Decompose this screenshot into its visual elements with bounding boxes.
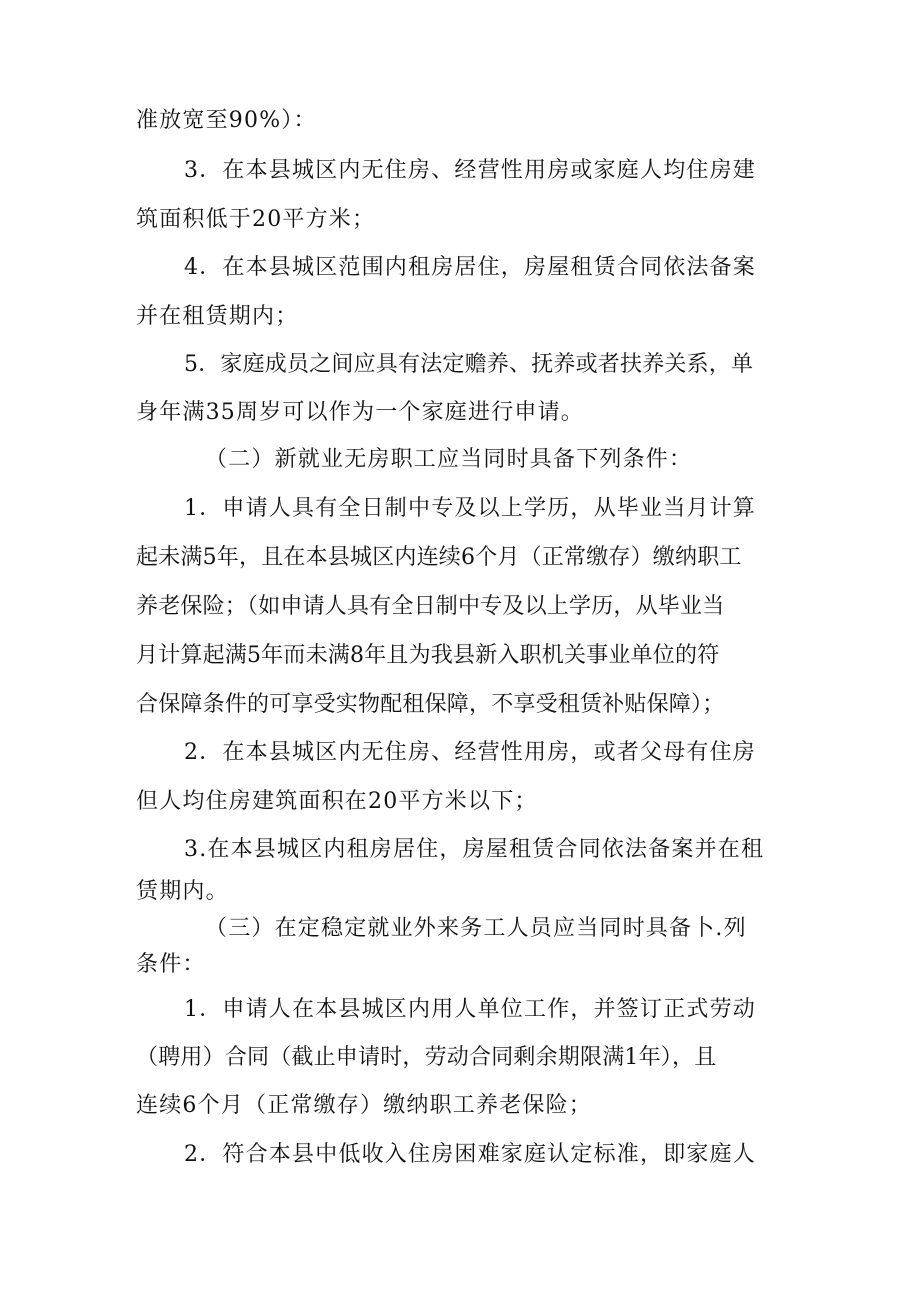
section-heading: （三）在定稳定就业外来务工人员应当同时具备卜.列 — [205, 916, 747, 941]
text-line: 月计算起满5年而未满8年且为我县新入职机关事业单位的符 — [136, 643, 720, 668]
text-line: 4．在本县城区范围内租房居住，房屋租赁合同依法备案 — [184, 255, 756, 280]
text-line: 筑面积低于20平方米； — [136, 207, 376, 232]
section-heading: 条件： — [136, 952, 206, 977]
text-line: 3．在本县城区内无住房、经营性用房或家庭人均住房建 — [184, 158, 756, 183]
text-line: 2．在本县城区内无住房、经营性用房，或者父母有住房 — [184, 740, 756, 765]
section-heading: （二）新就业无房职工应当同时具备下列条件： — [205, 447, 693, 472]
text-line: 并在租赁期内； — [136, 304, 299, 329]
text-line: 准放宽至90%）： — [136, 108, 317, 133]
text-line: 但人均住房建筑面积在20平方米以下； — [136, 789, 538, 814]
text-line: （聘用）合同（截止申请时，劳动合同剩余期限满1年），且 — [136, 1045, 717, 1070]
text-line: 身年满35周岁可以作为一个家庭进行申请。 — [136, 400, 584, 425]
text-line: 1．申请人具有全日制中专及以上学历，从毕业当月计算 — [184, 496, 756, 521]
text-line: 3.在本县城区内租房居住，房屋租赁合同依法备案并在租 — [184, 837, 765, 862]
text-line: 1．申请人在本县城区内用人单位工作，并签订正式劳动 — [184, 997, 756, 1022]
text-line: 赁期内。 — [136, 879, 229, 904]
text-line: 5．家庭成员之间应具有法定赡养、抚养或者扶养关系，单 — [184, 352, 754, 377]
text-line: 起未满5年，且在本县城区内连续6个月（正常缴存）缴纳职工 — [136, 545, 742, 570]
text-line: 2．符合本县中低收入住房困难家庭认定标准，即家庭人 — [184, 1142, 756, 1167]
text-line: 养老保险；（如申请人具有全日制中专及以上学历，从毕业当 — [136, 594, 725, 619]
text-line: 合保障条件的可享受实物配租保障，不享受租赁补贴保障）； — [136, 692, 725, 717]
text-line: 连续6个月（正常缴存）缴纳职工养老保险； — [136, 1093, 592, 1118]
